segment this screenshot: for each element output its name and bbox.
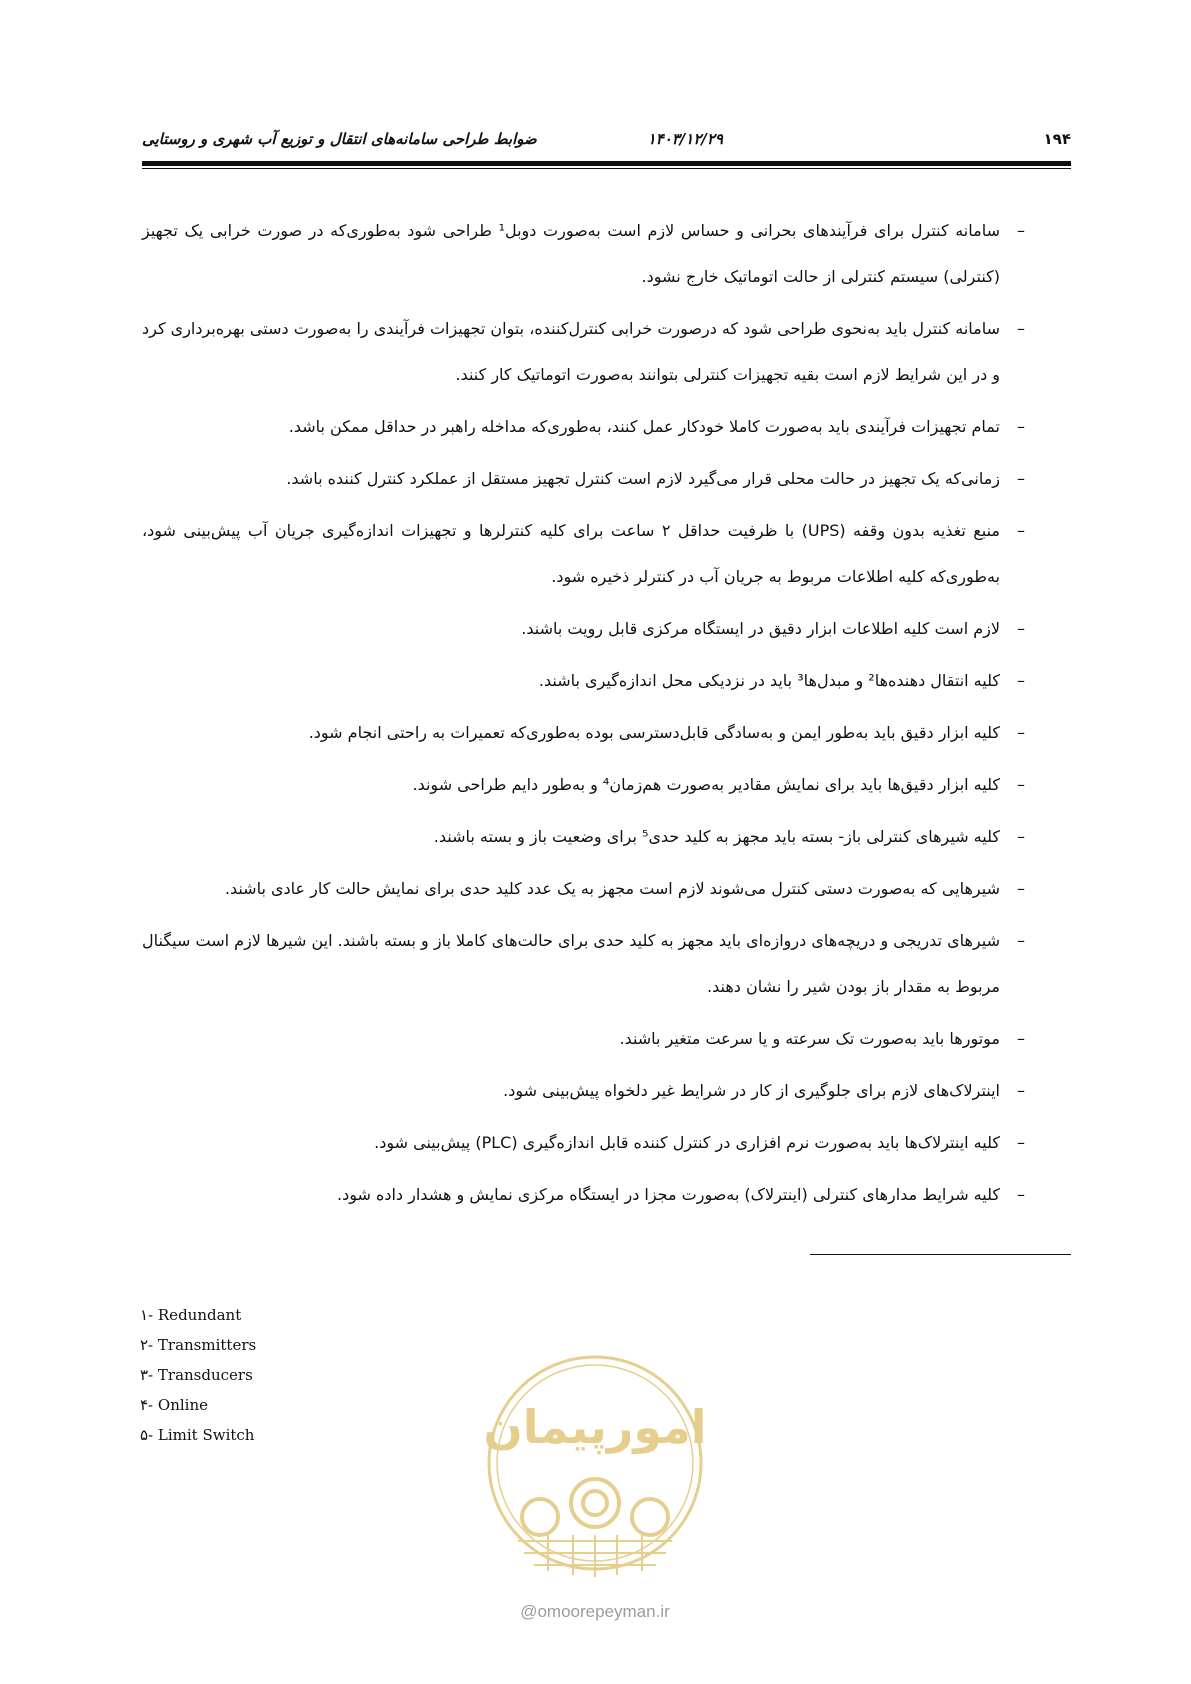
list-item-text: کلیه شرایط مدارهای کنترلی (اینترلاک) به‌صورت مجزا در ایستگاه مرکزی نمایش و هشدار داده شود. bbox=[337, 1185, 1000, 1204]
list-item bbox=[142, 814, 1032, 860]
list-item-text: اینترلاک‌های لازم برای جلوگیری از کار در شرایط غیر دلخواه پیش‌بینی شود. bbox=[503, 1081, 1000, 1100]
bullet-dash: – bbox=[1017, 1185, 1025, 1204]
header-rule bbox=[142, 161, 1071, 166]
header-date: ۱۴۰۳/۱۲/۲۹ bbox=[647, 130, 723, 148]
bullet-dash: – bbox=[1017, 619, 1025, 638]
list-item-text: شیرهایی که به‌صورت دستی کنترل می‌شوند لازم است مجهز به یک عدد کلید حدی برای نمایش حالت کار عادی باشند. bbox=[224, 879, 1000, 898]
footnote-item: ۲- Transmitters bbox=[140, 1336, 257, 1354]
list-item-text: موتورها باید به‌صورت تک سرعته و یا سرعت متغیر باشند. bbox=[619, 1029, 1000, 1048]
list-item bbox=[142, 404, 1032, 450]
footnote-item: ۱- Redundant bbox=[140, 1306, 242, 1324]
list-item-text: منبع تغذیه بدون وقفه (UPS) با ظرفیت حداقل ۲ ساعت برای کلیه کنترلرها و تجهیزات اندازه‌گیری جریان آب پیش‌بینی شود، به‌طوری‌که کلیه اطلاعات مربوط به جریان آب در کنترلر ذخیره شود. bbox=[142, 521, 1001, 586]
list-item-text: کلیه ابزار دقیق باید به‌طور ایمن و به‌سادگی قابل‌دسترسی بوده به‌طوری‌که تعمیرات به راحتی انجام شود. bbox=[308, 723, 1000, 742]
page-header bbox=[142, 128, 1071, 154]
list-item bbox=[142, 1016, 1032, 1062]
bullet-dash: – bbox=[1017, 319, 1025, 338]
watermark-logo bbox=[478, 1345, 712, 1595]
list-item bbox=[142, 508, 1032, 600]
list-item bbox=[142, 208, 1032, 300]
list-item-text: کلیه انتقال دهنده‌ها² و مبدل‌ها³ باید در نزدیکی محل اندازه‌گیری باشند. bbox=[538, 671, 1000, 690]
bullet-dash: – bbox=[1017, 1133, 1025, 1152]
list-item bbox=[142, 456, 1032, 502]
watermark-url: @omoorepeyman.ir bbox=[520, 1602, 670, 1621]
list-item bbox=[142, 762, 1032, 808]
list-item-text: سامانه کنترل برای فرآیندهای بحرانی و حساس لازم است به‌صورت دوبل¹ طراحی شود به‌طوری‌که در صورت خرابی یک تجهیز (کنترلی) سیستم کنترلی از حالت اتوماتیک خارج نشود. bbox=[142, 221, 1000, 286]
list-item bbox=[142, 866, 1032, 912]
footnotes bbox=[140, 1300, 440, 1450]
bullet-list bbox=[142, 208, 1032, 1218]
bullet-dash: – bbox=[1017, 879, 1025, 898]
footnote-item: ۴- Online bbox=[140, 1396, 208, 1414]
page-number: ۱۹۴ bbox=[1043, 130, 1071, 148]
list-item-text: کلیه اینترلاک‌ها باید به‌صورت نرم افزاری در کنترل کننده قابل اندازه‌گیری (PLC) پیش‌بینی شود. bbox=[374, 1133, 1000, 1152]
bullet-dash: – bbox=[1017, 931, 1025, 950]
list-item-text: لازم است کلیه اطلاعات ابزار دقیق در ایستگاه مرکزی قابل رویت باشند. bbox=[521, 619, 1000, 638]
list-item bbox=[142, 1120, 1032, 1166]
bullet-dash: – bbox=[1017, 723, 1025, 742]
list-item bbox=[142, 658, 1032, 704]
bullet-dash: – bbox=[1017, 1029, 1025, 1048]
header-rule-thin bbox=[142, 168, 1071, 169]
watermark-logo-text: امورپیمان bbox=[483, 1400, 707, 1454]
list-item bbox=[142, 710, 1032, 756]
list-item-text: کلیه ابزار دقیق‌ها باید برای نمایش مقادیر به‌صورت هم‌زمان⁴ و به‌طور دایم طراحی شوند. bbox=[412, 775, 1000, 794]
list-item bbox=[142, 1172, 1032, 1218]
list-item-text: سامانه کنترل باید به‌نحوی طراحی شود که درصورت خرابی کنترل‌کننده، بتوان تجهیزات فرآیندی را به‌صورت دستی بهره‌برداری کرد و در این شرایط لازم است بقیه تجهیزات کنترلی بتوانند به‌صورت اتوماتیک کار کنند. bbox=[142, 319, 1000, 384]
list-item-text: شیرهای تدریجی و دریچه‌های دروازه‌ای باید مجهز به کلید حدی برای حالت‌های کاملا باز و بسته باشند. این شیرها لازم است سیگنال مربوط به مقدار باز بودن شیر را نشان دهند. bbox=[142, 931, 1000, 996]
list-item-text: کلیه شیرهای کنترلی باز- بسته باید مجهز به کلید حدی⁵ برای وضعیت باز و بسته باشند. bbox=[433, 827, 1000, 846]
bullet-dash: – bbox=[1017, 521, 1025, 540]
gear-icon bbox=[522, 1479, 668, 1535]
header-title: ضوابط طراحی سامانه‌های انتقال و توزیع آب شهری و روستایی bbox=[142, 130, 537, 148]
bullet-dash: – bbox=[1017, 469, 1025, 488]
footnote-item: ۳- Transducers bbox=[140, 1366, 253, 1384]
footnote-separator bbox=[810, 1254, 1071, 1255]
bullet-dash: – bbox=[1017, 775, 1025, 794]
bullet-dash: – bbox=[1017, 1081, 1025, 1100]
bullet-dash: – bbox=[1017, 671, 1025, 690]
bullet-dash: – bbox=[1017, 417, 1025, 436]
list-item bbox=[142, 918, 1032, 1010]
list-item-text: زمانی‌که یک تجهیز در حالت محلی قرار می‌گیرد لازم است کنترل تجهیز مستقل از عملکرد کنترل کننده باشد. bbox=[286, 469, 1000, 488]
document-body bbox=[142, 208, 1032, 1224]
list-item bbox=[142, 606, 1032, 652]
list-item bbox=[142, 1068, 1032, 1114]
footnote-item: ۵- Limit Switch bbox=[140, 1426, 255, 1444]
list-item bbox=[142, 306, 1032, 398]
bullet-dash: – bbox=[1017, 827, 1025, 846]
bullet-dash: – bbox=[1017, 221, 1025, 240]
list-item-text: تمام تجهیزات فرآیندی باید به‌صورت کاملا خودکار عمل کنند، به‌طوری‌که مداخله راهبر در حداقل ممکن باشد. bbox=[288, 417, 1000, 436]
